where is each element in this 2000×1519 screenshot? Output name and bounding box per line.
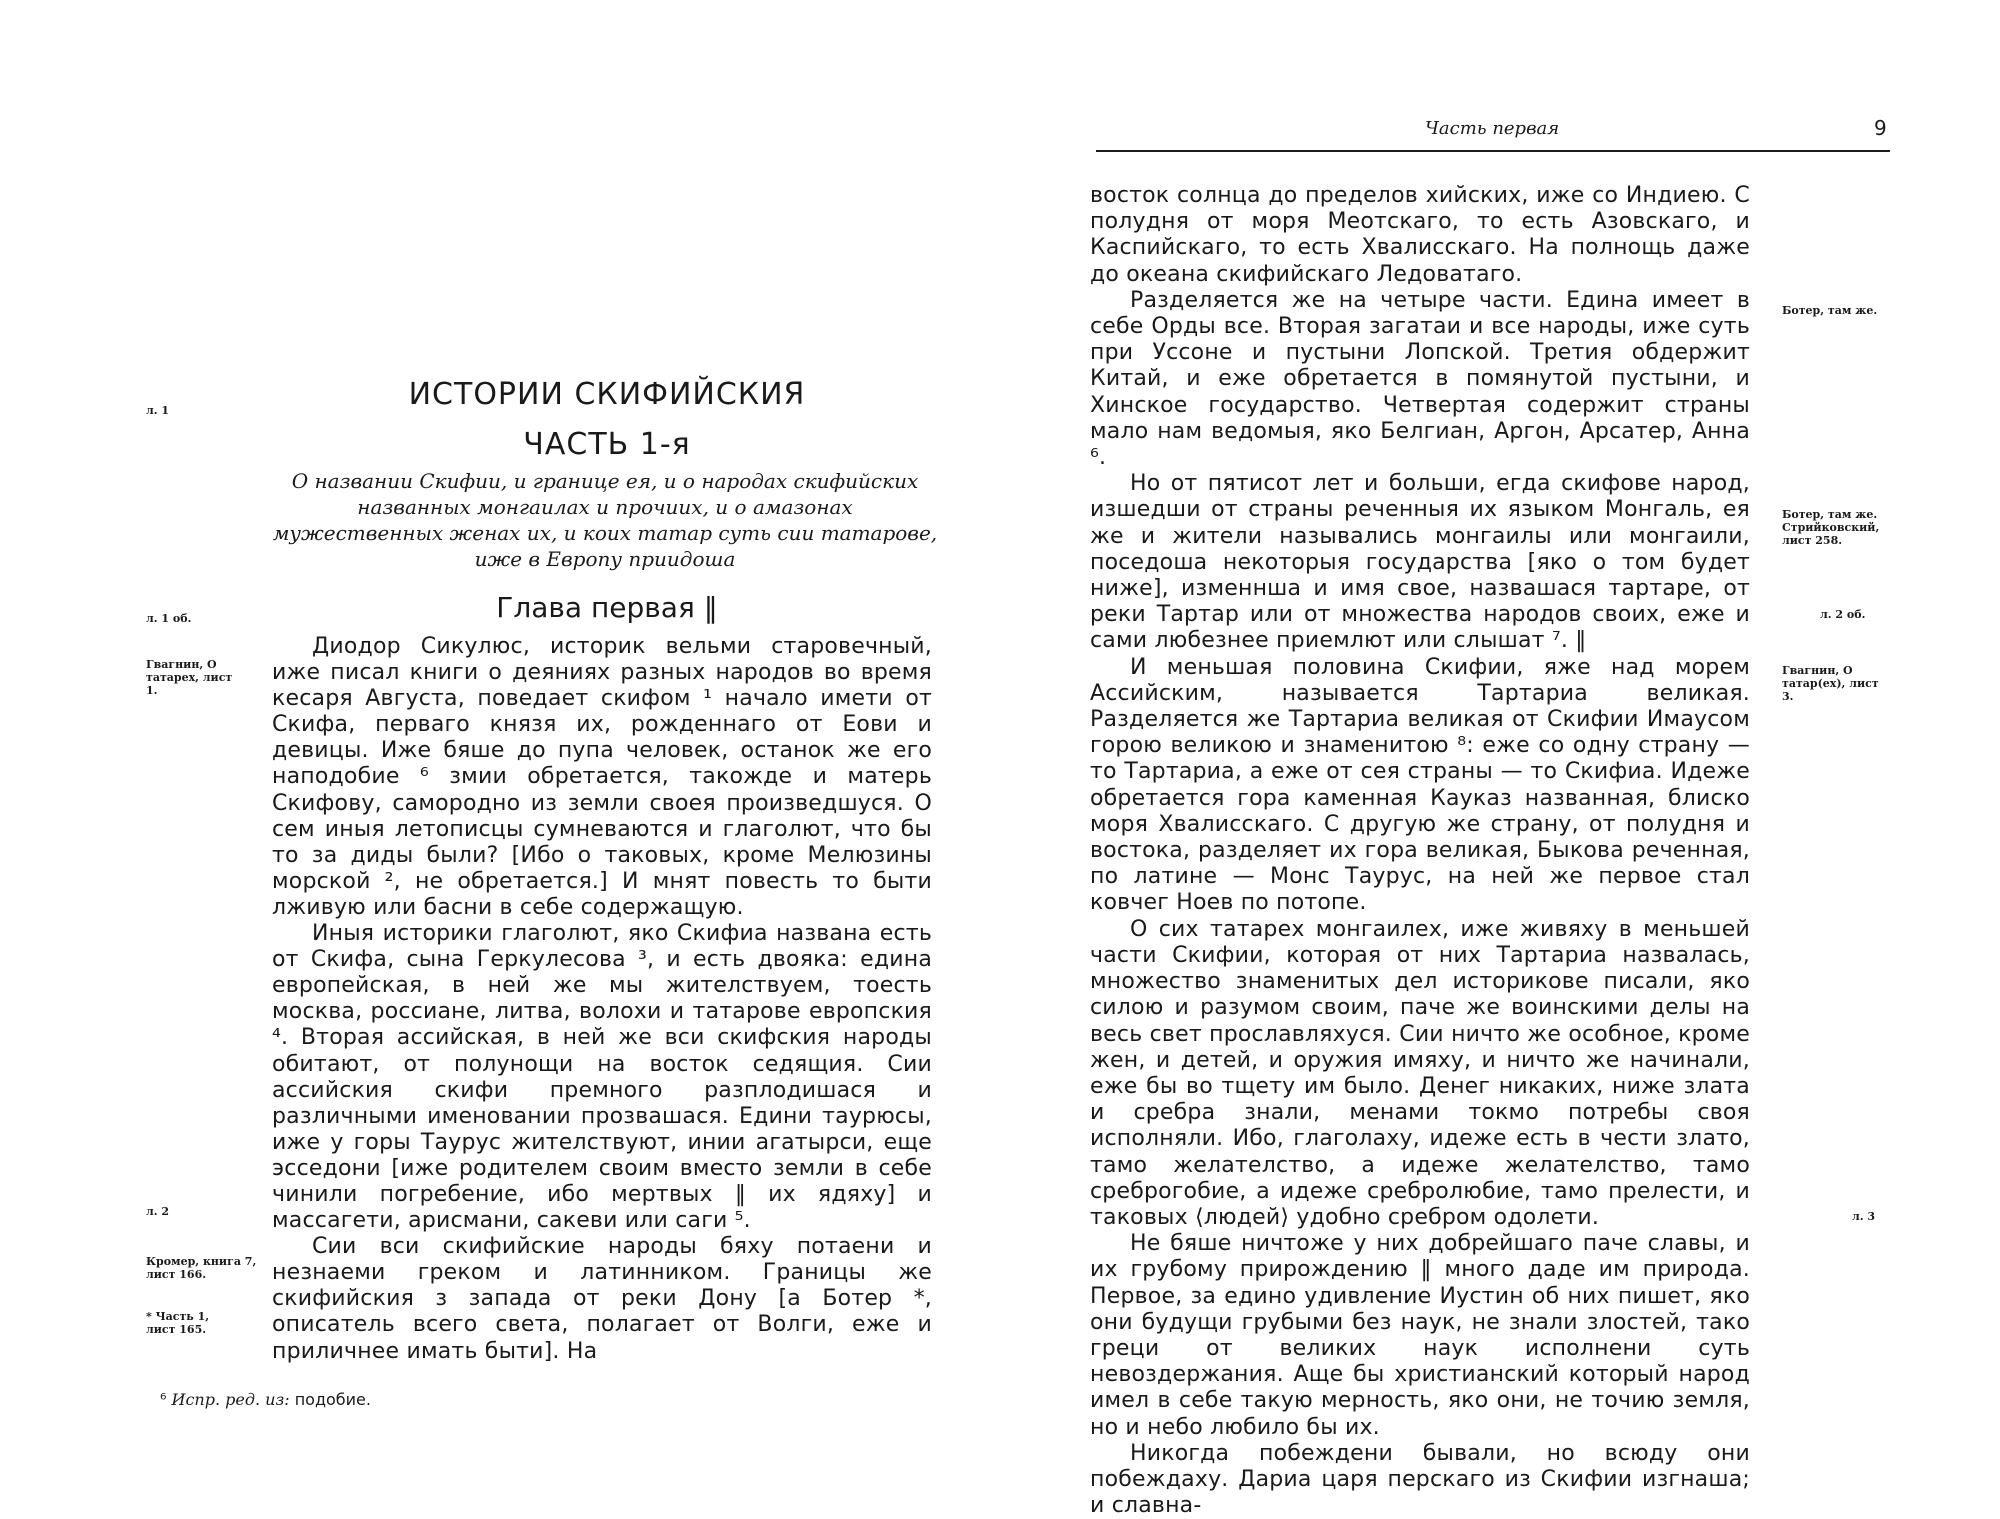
paragraph: Не бяше ничтоже у них добрейшаго паче славы, и их грубому прирождению ‖ много даде им природа. Первое, за едино удивление Иустин об них пишет, яко они будущи грубыми без наук, не знали злостей, тако греци от великих наук исполнени суть невоздержания. Аще бы христианский который народ имел в себе такую мерность, яко они, не точию земля, но и небо любило бы их. xyxy=(1090,1231,1750,1440)
margin-note: л. 2 xyxy=(146,1205,170,1218)
paragraph: восток солнца до пределов хийских, иже со Индиею. С полудня от моря Меотскаго, то есть Азовскаго, и Каспийскаго, то есть Хвалисскаго. На полнощь даже до океана скифийскаго Ледоватаго. xyxy=(1090,183,1750,287)
left-body-text xyxy=(272,634,932,1365)
paragraph: И меньшая половина Скифии, яже над морем Ассийским, называется Тартариа великая. Разделяется же Тартариа великая от Скифии Имаусом горою великою и знаменитою ⁸: еже со одну страну — то Тартариа, а еже от сея страны — то Скифиа. Идеже обретается гора каменная Кауказ названная, блиско моря Хвалисскаго. С другую же страну, от полудня и востока, разделяет их гора великая, Быкова реченная, по латине — Монс Таурус, на ней же первое стал ковчег Ноев по потопе. xyxy=(1090,654,1750,916)
margin-note: л. 1 xyxy=(146,404,170,417)
margin-note: * Часть 1, лист 165. xyxy=(146,1310,210,1336)
footnote-italic: Испр. ред. из: xyxy=(171,1390,290,1409)
paragraph: Сии вси скифийские народы бяху потаени и незнаеми греком и латинником. Границы же скифийския з запада от реки Дону [а Ботер *, описатель всего света, полагает от Волги, еже и приличнее имать быти]. На xyxy=(272,1234,932,1364)
margin-note: Ботер, там же. xyxy=(1782,304,1878,317)
right-body-text xyxy=(1090,183,1750,1519)
margin-note: Кромер, книга 7, лист 166. xyxy=(146,1255,257,1281)
header-rule xyxy=(1096,150,1890,152)
chapter-heading: Глава первая ‖ xyxy=(496,591,718,624)
left-page xyxy=(0,0,1000,1487)
margin-note: л. 1 об. xyxy=(146,612,192,625)
paragraph: Иныя историки глаголют, яко Скифиа названа есть от Скифа, сына Геркулесова ³, и есть двояка: едина европейская, в ней же мы жителствуем, тоесть москва, россиане, литва, волохи и татарове европския ⁴. Вторая ассийская, в ней же вси скифския народы обитают, от полунощи на восток седящия. Сии ассийския скифи премного разплодишася и различными именовании прозвашася. Едини таурюсы, иже у горы Таурус жителствуют, инии агатырси, еще эсседони [иже родителем своим вместо земли в себе чинили погребение, ибо мертвых ‖ их ядяху] и массагети, арисмани, сакеви или саги ⁵. xyxy=(272,921,932,1234)
title-line-2: ЧАСТЬ 1-я xyxy=(523,427,691,462)
paragraph: Никогда побеждени бывали, но всюду они побеждаху. Дариа царя перскаго из Скифии изгнаша; и славна- xyxy=(1090,1440,1750,1519)
margin-note: л. 3 xyxy=(1852,1210,1876,1223)
paragraph: Разделяется же на четыре части. Едина имеет в себе Орды все. Вторая загатаи и все народы, иже суть при Уссоне и пустыни Лопской. Третия обдержит Китай, и еже обретается в помянутой пустыни, и Хинское государство. Четвертая содержит страны мало нам ведомыя, яко Белгиан, Аргон, Арсатер, Анна ⁶. xyxy=(1090,287,1750,471)
paragraph: Но от пятисот лет и больши, егда скифове народ, изшедши от страны реченныя их языком Монгаль, ея же и жители назывались монгаилы или монгаили, поседоша некоторыя государства [яко о том будет ниже], изменнша и имя свое, назвашася тартаре, от реки Тартар или от множества народов своих, еже и сами любезнее приемлют или слышат ⁷. ‖ xyxy=(1090,471,1750,654)
footnote xyxy=(160,1390,371,1409)
margin-note: Гвагнин, О татарех, лист 1. xyxy=(146,658,233,697)
running-head: Часть первая xyxy=(1425,118,1560,139)
margin-note: л. 2 об. xyxy=(1820,608,1866,621)
footnote-mark: ⁶ xyxy=(160,1390,167,1409)
page-number: 9 xyxy=(1874,116,1887,140)
margin-note: Гвагнин, О татар(ех), лист 3. xyxy=(1782,664,1879,703)
paragraph: О сих татарех монгаилех, иже живяху в меньшей части Скифии, которая от них Тартариа назвалась, множество знаменитых дел историкове писали, яко силою и разумом своим, паче же воинскими делы на весь свет прославляхуся. Сии ничто же особное, кроме жен, и детей, и оружия имяху, и ничто же начинали, еже бы во тщету им было. Денег никаких, ниже злата и сребра знали, менами токмо потребы своя исполняли. Ибо, глаголаху, идеже есть в чести злато, тамо желателство, а идеже желателство, тамо среброгобие, а идеже сребролюбие, тамо прелести, и таковых ⟨людей⟩ удобно сребром одолети. xyxy=(1090,916,1750,1230)
subtitle: О названии Скифии, и границе ея, и о народах скифийских названных монгаилах и прочиих, и о амазонах мужественных женах их, и коих татар суть сии татарове, иже в Европу приидоша xyxy=(272,469,938,571)
margin-note: Ботер, там же. Стрийковский, лист 258. xyxy=(1782,508,1880,547)
paragraph: Диодор Сикулюс, историк вельми старовечный, иже писал книги о деяниях разных народов во время кесаря Августа, поведает скифом ¹ начало имети от Скифа, перваго князя их, рожденнаго от Еови и девицы. Иже бяше до пупа человек, останок же его наподобие ⁶ змии обретается, такожде и матерь Скифову, самородно из земли своея произведшуся. О сем иныя летописцы сумневаются и глаголют, что бы то за диды были? [Ибо о таковых, кроме Мелюзины морской ², не обретается.] И мнят повесть то быти лживую или басни в себе содержащую. xyxy=(272,634,932,920)
title-line-1: ИСТОРИИ СКИФИЙСКИЯ xyxy=(408,377,806,412)
footnote-text: подобие. xyxy=(294,1390,371,1409)
